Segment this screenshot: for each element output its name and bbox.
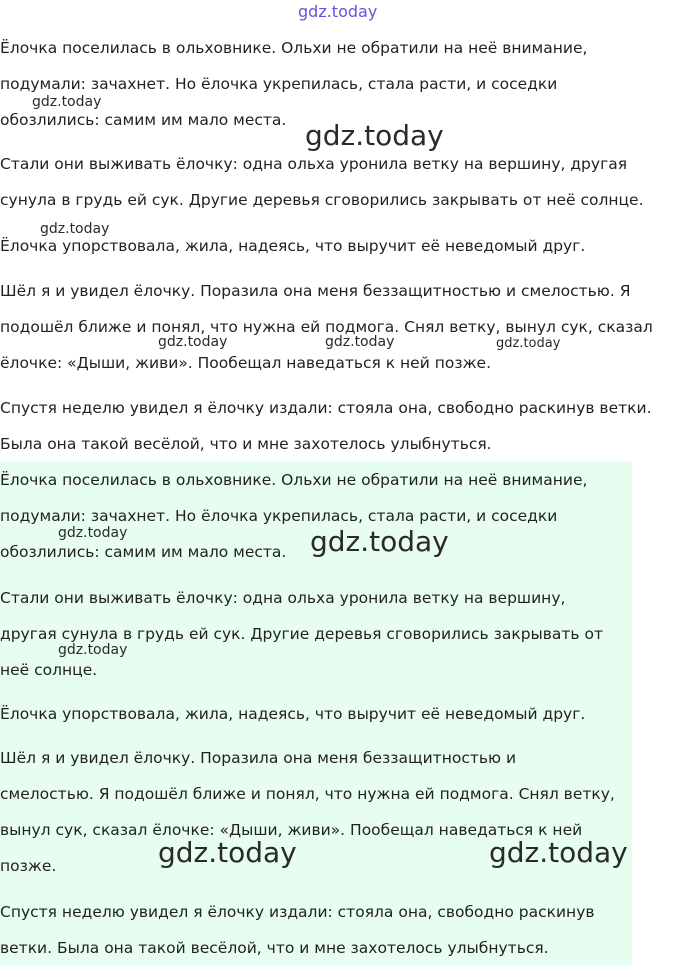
original-paragraph-2 [0, 146, 644, 218]
watermark: gdz.today [158, 836, 297, 869]
watermark: gdz.today [32, 94, 102, 110]
text-line: другая сунула в грудь ей сук. Другие деревья сговорились закрывать от [0, 625, 604, 643]
original-paragraph-4 [0, 273, 653, 381]
text-line: вынул сук, сказал ёлочке: «Дыши, живи». Пообещал наведаться к ней [0, 821, 583, 839]
text-line: подошёл ближе и понял, что нужна ей подмога. Снял ветку, вынул сук, сказал [0, 318, 653, 336]
text-line: смелостью. Я подошёл ближе и понял, что нужна ей подмога. Снял ветку, [0, 785, 615, 803]
text-line: Ёлочка упорствовала, жила, надеясь, что выручит её неведомый друг. [0, 705, 586, 723]
answer-paragraph-3 [0, 696, 585, 732]
text-line: позже. [0, 857, 57, 875]
text-line: ветки. Была она такой весёлой, что и мне захотелось улыбнуться. [0, 939, 549, 957]
original-paragraph-5 [0, 390, 652, 462]
text-line: Спустя неделю увидел я ёлочку издали: стояла она, свободно раскинув [0, 903, 595, 921]
watermark: gdz.today [305, 119, 444, 152]
text-line: Ёлочка поселилась в ольховнике. Ольхи не обратили на неё внимание, [0, 471, 588, 489]
original-paragraph-1 [0, 30, 587, 138]
text-line: Ёлочка поселилась в ольховнике. Ольхи не обратили на неё внимание, [0, 39, 588, 57]
text-line: Стали они выживать ёлочку: одна ольха уронила ветку на вершину, другая [0, 155, 628, 173]
watermark: gdz.today [496, 336, 561, 351]
text-line: ёлочке: «Дыши, живи». Пообещал наведаться к ней позже. [0, 354, 492, 372]
text-line: подумали: зачахнет. Но ёлочка укрепилась, стала расти, и соседки [0, 507, 558, 525]
text-line: обозлились: самим им мало места. [0, 543, 287, 561]
text-line: подумали: зачахнет. Но ёлочка укрепилась, стала расти, и соседки [0, 75, 558, 93]
watermark: gdz.today [489, 836, 628, 869]
text-line: сунула в грудь ей сук. Другие деревья сговорились закрывать от неё солнце. [0, 191, 644, 209]
watermark: gdz.today [325, 334, 395, 350]
text-line: обозлились: самим им мало места. [0, 111, 287, 129]
answer-paragraph-5 [0, 894, 595, 966]
watermark: gdz.today [58, 525, 128, 541]
watermark: gdz.today [40, 221, 110, 237]
watermark: gdz.today [58, 642, 128, 658]
text-line: неё солнце. [0, 661, 98, 679]
text-line: Спустя неделю увидел я ёлочку издали: стояла она, свободно раскинув ветки. [0, 399, 652, 417]
text-line: Шёл я и увидел ёлочку. Поразила она меня беззащитностью и [0, 749, 517, 767]
text-line: Шёл я и увидел ёлочку. Поразила она меня беззащитностью и смелостью. Я [0, 282, 631, 300]
text-line: Ёлочка упорствовала, жила, надеясь, что выручит её неведомый друг. [0, 237, 586, 255]
text-line: Стали они выживать ёлочку: одна ольха уронила ветку на вершину, [0, 589, 566, 607]
text-line: Была она такой весёлой, что и мне захотелось улыбнуться. [0, 435, 492, 453]
answer-paragraph-2 [0, 580, 603, 688]
watermark: gdz.today [298, 2, 378, 21]
answer-paragraph-1 [0, 462, 587, 570]
watermark: gdz.today [158, 334, 228, 350]
watermark: gdz.today [310, 525, 449, 558]
